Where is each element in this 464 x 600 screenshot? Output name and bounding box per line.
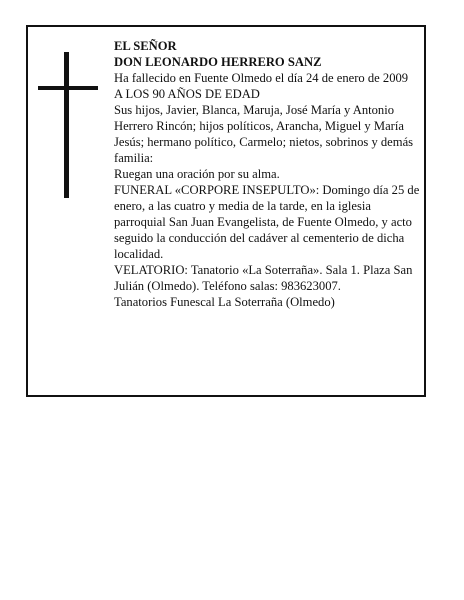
prayer-line: Ruegan una oración por su alma.	[114, 167, 280, 181]
wake-paragraph: VELATORIO: Tanatorio «La Soterraña». Sala 1. Plaza San Julián (Olmedo). Teléfono salas: 983623007.	[114, 263, 413, 293]
death-announcement: Ha fallecido en Fuente Olmedo el día 24 de enero de 2009	[114, 71, 409, 85]
age-line: A LOS 90 AÑOS DE EDAD	[114, 87, 260, 101]
family-paragraph: Sus hijos, Javier, Blanca, Maruja, José María y Antonio Herrero Rincón; hijos políticos, Arancha, Miguel y María Jesús; hermano político, Carmelo; nietos, sobrinos y demás familia:	[114, 103, 414, 165]
funeral-paragraph: FUNERAL «CORPORE INSEPULTO»: Domingo día 25 de enero, a las cuatro y media de la tarde, en la iglesia parroquial San Juan Evangelista, de Fuente Olmedo, y acto seguido la conducción del cadáver al cementerio de dicha localidad.	[114, 183, 420, 261]
deceased-name: DON LEONARDO HERRERO SANZ	[114, 55, 322, 69]
funeral-home-line: Tanatorios Funescal La Soterraña (Olmedo)	[114, 295, 335, 309]
latin-cross-icon	[38, 52, 98, 198]
cross-upright	[64, 52, 69, 198]
notice-title: EL SEÑOR	[114, 39, 177, 53]
cross-crossbar	[38, 86, 98, 90]
notice-text	[114, 38, 420, 310]
